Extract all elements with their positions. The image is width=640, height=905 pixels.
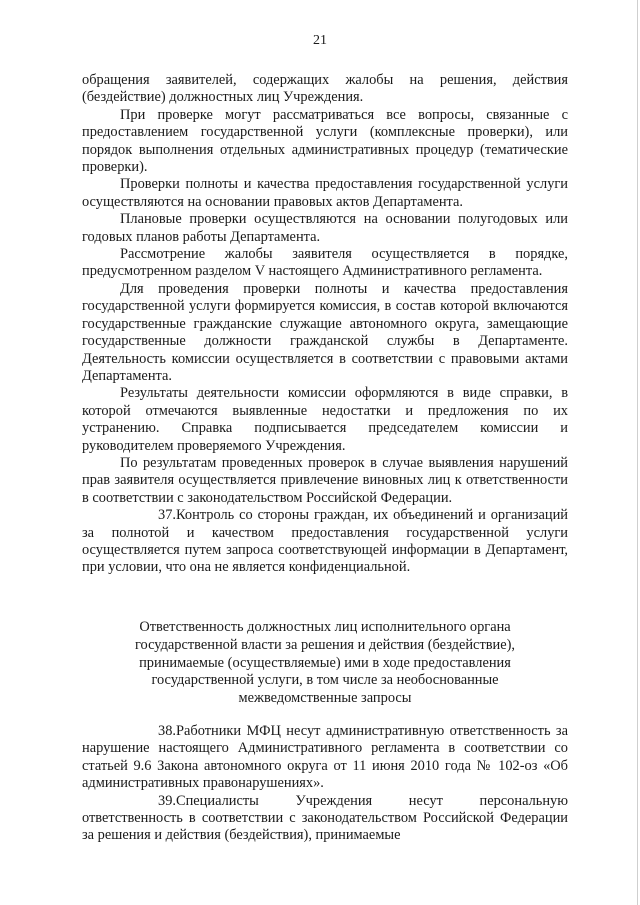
page-number: 21	[313, 33, 327, 48]
scan-edge-line	[637, 0, 638, 905]
paragraph: Рассмотрение жалобы заявителя осуществляется в порядке, предусмотренном разделом V настоящего Административного регламента.	[82, 246, 568, 280]
item-text: Работники МФЦ несут административную ответственность за нарушение настоящего Административного регламента в соответствии со статьей 9.6 Закона автономного округа от 11 июня 2010 года № 102-оз «Об административных правонарушениях».	[82, 723, 568, 792]
body-text	[82, 72, 568, 577]
item-text: Специалисты Учреждения несут персональную ответственность в соответствии с законодательством Российской Федерации за решения и действия (бездействия), принимаемые	[82, 792, 568, 844]
body-text-continued	[82, 723, 568, 845]
item-number: 38.	[158, 723, 176, 739]
numbered-item-37	[82, 507, 568, 577]
item-number: 39.	[158, 792, 176, 809]
section-heading: Ответственность должностных лиц исполнительного органа государственной власти за решения и действия (бездействие), принимаемые (осуществляемые) ими в ходе предоставления государственной услуги, в том числе за необоснованные межведомственные запросы	[134, 619, 515, 707]
paragraph: По результатам проведенных проверок в случае выявления нарушений прав заявителя осуществляется привлечение виновных лиц к ответственности в соответствии с законодательством Российской Федерации.	[82, 454, 568, 506]
paragraph: При проверке могут рассматриваться все вопросы, связанные с предоставлением государственной услуги (комплексные проверки), или порядок выполнения отдельных административных процедур (тематические проверки).	[82, 106, 568, 176]
item-text: Контроль со стороны граждан, их объединений и организаций за полнотой и качеством предоставления государственной услуги осуществляется путем запроса соответствующей информации в Департамент, при условии, что она не является конфиденциальной.	[82, 507, 568, 576]
numbered-item-38	[82, 723, 568, 793]
paragraph: Проверки полноты и качества предоставления государственной услуги осуществляются на основании правовых актов Департамента.	[82, 176, 568, 210]
numbered-item-39	[82, 793, 568, 845]
item-number: 37.	[158, 507, 176, 524]
paragraph: Для проведения проверки полноты и качества предоставления государственной услуги формируется комиссия, в состав которой включаются государственные гражданские служащие автономного округа, замещающие государственные должности гражданской службы в Департаменте. Деятельность комиссии осуществляется в соответствии с правовыми актами Департамента.	[82, 280, 568, 384]
paragraph: Результаты деятельности комиссии оформляются в виде справки, в которой отмечаются выявленные недостатки и предложения по их устранению. Справка подписывается председателем комиссии и руководителем проверяемого Учреждения.	[82, 385, 568, 454]
paragraph: Плановые проверки осуществляются на основании полугодовых или годовых планов работы Департамента.	[82, 211, 568, 245]
paragraph-continuation: обращения заявителей, содержащих жалобы на решения, действия (бездействие) должностных лиц Учреждения.	[82, 72, 568, 106]
